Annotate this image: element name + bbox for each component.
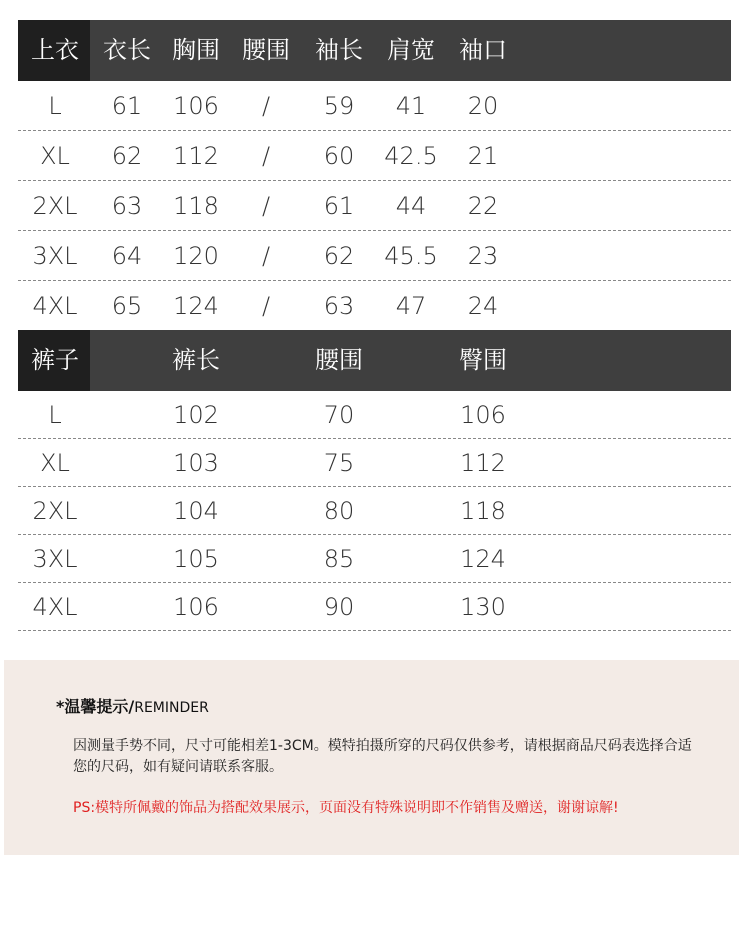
table-row <box>18 131 731 181</box>
table-cell: / <box>261 242 271 270</box>
table-cell: 23 <box>467 242 499 270</box>
table-cell: 120 <box>173 242 219 270</box>
table-cell: 80 <box>323 497 355 525</box>
header-waist: 腰围 <box>242 36 290 64</box>
header-sleeve: 袖长 <box>315 36 363 64</box>
tops-header-label: 上衣 <box>31 36 79 64</box>
size-cell: XL <box>40 449 70 477</box>
table-cell: 22 <box>467 192 499 220</box>
reminder-panel <box>4 660 739 855</box>
table-cell: 124 <box>173 292 219 320</box>
size-cell: L <box>48 401 62 429</box>
header-chest: 胸围 <box>172 36 220 64</box>
table-cell: 90 <box>323 593 355 621</box>
table-cell: / <box>261 142 271 170</box>
table-cell: 21 <box>467 142 499 170</box>
reminder-title-en: REMINDER <box>134 700 209 716</box>
table-cell: 64 <box>111 242 143 270</box>
table-cell: 106 <box>173 593 219 621</box>
table-cell: 61 <box>111 92 143 120</box>
size-cell: XL <box>40 142 70 170</box>
table-row <box>18 181 731 231</box>
table-row <box>18 281 731 331</box>
header-shoulder: 肩宽 <box>387 36 435 64</box>
table-cell: 102 <box>173 401 219 429</box>
size-cell: 3XL <box>32 242 78 270</box>
pants-header-row <box>18 330 731 391</box>
table-cell: 42.5 <box>384 142 438 170</box>
table-cell: 63 <box>111 192 143 220</box>
reminder-title <box>56 694 209 717</box>
table-row <box>18 583 731 631</box>
table-cell: 118 <box>173 192 219 220</box>
table-cell: 24 <box>467 292 499 320</box>
reminder-body: 因测量手势不同，尺寸可能相差1-3CM。模特拍摄所穿的尺码仅供参考，请根据商品尺码表选择合适您的尺码，如有疑问请联系客服。 <box>73 738 692 775</box>
table-cell: 59 <box>323 92 355 120</box>
tops-header-row <box>18 20 731 81</box>
table-cell: 20 <box>467 92 499 120</box>
size-cell: 2XL <box>32 497 78 525</box>
table-cell: 75 <box>323 449 355 477</box>
table-cell: 62 <box>111 142 143 170</box>
table-cell: 41 <box>395 92 427 120</box>
reminder-title-cn: *温馨提示/ <box>56 697 135 716</box>
pants-header-label: 裤子 <box>31 346 79 374</box>
table-cell: 70 <box>323 401 355 429</box>
table-cell: / <box>261 292 271 320</box>
size-cell: 2XL <box>32 192 78 220</box>
table-cell: 61 <box>323 192 355 220</box>
header-hip: 臀围 <box>459 346 507 374</box>
table-row <box>18 391 731 439</box>
header-cuff: 袖口 <box>459 36 507 64</box>
table-row <box>18 231 731 281</box>
table-row <box>18 81 731 131</box>
table-cell: / <box>261 92 271 120</box>
table-cell: 104 <box>173 497 219 525</box>
table-cell: 124 <box>460 545 506 573</box>
table-cell: / <box>261 192 271 220</box>
table-cell: 62 <box>323 242 355 270</box>
table-row <box>18 439 731 487</box>
table-cell: 103 <box>173 449 219 477</box>
table-cell: 112 <box>460 449 506 477</box>
tops-size-table <box>18 20 731 331</box>
table-cell: 65 <box>111 292 143 320</box>
table-cell: 130 <box>460 593 506 621</box>
table-cell: 105 <box>173 545 219 573</box>
table-cell: 60 <box>323 142 355 170</box>
size-cell: 3XL <box>32 545 78 573</box>
header-pants-length: 裤长 <box>172 346 220 374</box>
table-cell: 106 <box>173 92 219 120</box>
table-row <box>18 535 731 583</box>
table-row <box>18 487 731 535</box>
table-cell: 118 <box>460 497 506 525</box>
reminder-ps: PS:模特所佩戴的饰品为搭配效果展示，页面没有特殊说明即不作销售及赠送，谢谢谅解! <box>73 800 619 816</box>
table-cell: 106 <box>460 401 506 429</box>
table-cell: 63 <box>323 292 355 320</box>
header-length: 衣长 <box>103 36 151 64</box>
size-cell: L <box>48 92 62 120</box>
size-cell: 4XL <box>32 292 78 320</box>
pants-size-table <box>18 330 731 631</box>
header-waist: 腰围 <box>315 346 363 374</box>
table-cell: 44 <box>395 192 427 220</box>
table-cell: 45.5 <box>384 242 438 270</box>
table-cell: 112 <box>173 142 219 170</box>
table-cell: 47 <box>395 292 427 320</box>
size-cell: 4XL <box>32 593 78 621</box>
table-cell: 85 <box>323 545 355 573</box>
